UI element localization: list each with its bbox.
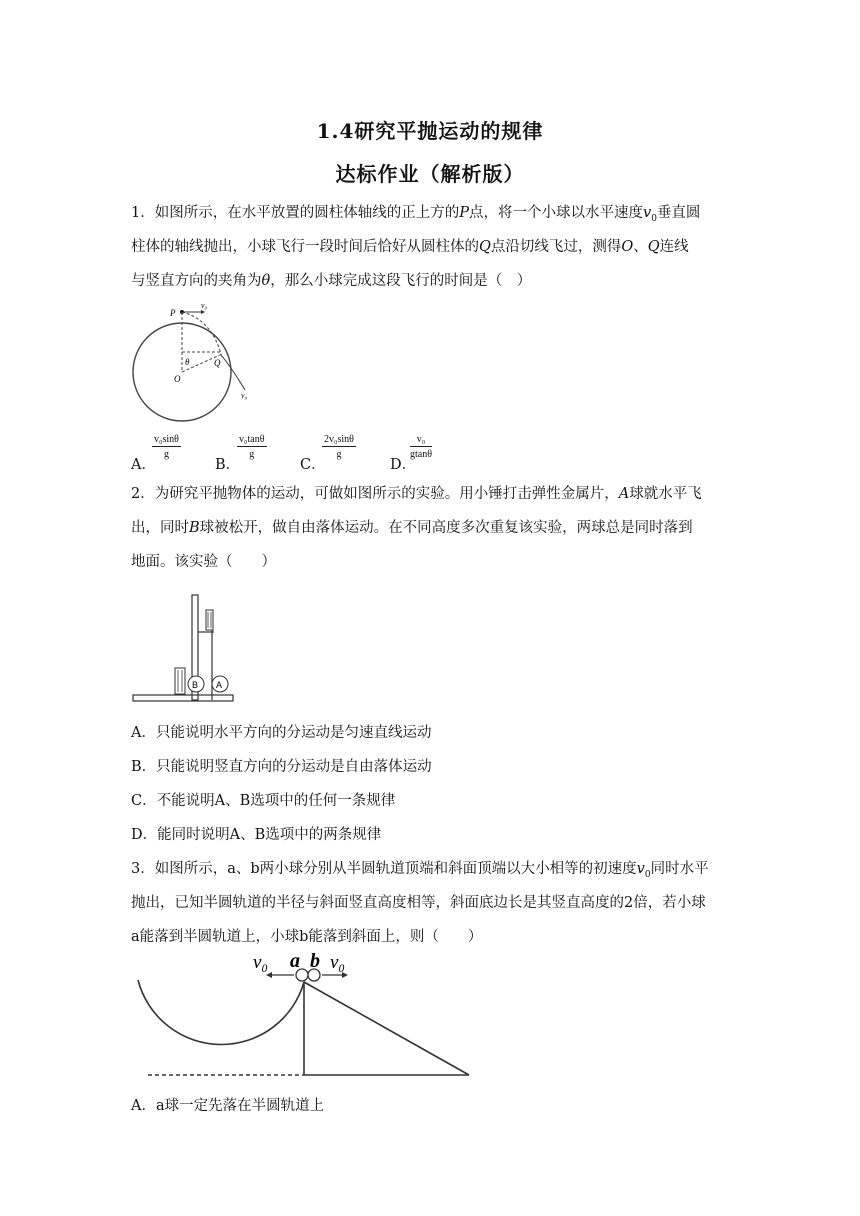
q1-fig-label-theta: θ bbox=[185, 357, 190, 367]
q1-option-a-letter: A． bbox=[131, 457, 156, 473]
q2-line-3: 地面。该实验（ ） bbox=[131, 554, 276, 570]
q3-fig-label-v0-right: v₀ bbox=[330, 952, 346, 973]
q1-option-b-fraction: $\frac{\text{v₀tanθ}}{g}$ bbox=[239, 434, 265, 460]
q2-line-1: 2．为研究平抛物体的运动，可做如图所示的实验。用小锤打击弹性金属片，A球就水平飞 bbox=[131, 486, 702, 502]
q1-option-d-fraction: $\frac{\text{v₀}}{gtan\theta}$ bbox=[410, 434, 433, 460]
q2-option-d: D．能同时说明A、B选项中的两条规律 bbox=[131, 827, 382, 843]
q3-line-2: 抛出，已知半圆轨道的半径与斜面竖直高度相等，斜面底边长是其竖直高度的2倍，若小球 bbox=[131, 895, 706, 911]
q2-option-c: C．不能说明A、B选项中的任何一条规律 bbox=[131, 793, 396, 809]
q2-figure-apparatus bbox=[128, 590, 248, 705]
q3-fig-label-a: a bbox=[290, 950, 300, 972]
q2-line-2: 出，同时B球被松开，做自由落体运动。在不同高度多次重复该实验，两球总是同时落到 bbox=[131, 520, 693, 536]
q1-option-d-letter: D． bbox=[390, 457, 417, 473]
q1-line-1: 1．如图所示，在水平放置的圆柱体轴线的正上方的P点，将一个小球以水平速度$v_0$垂直圆 bbox=[131, 205, 701, 224]
q3-line-3: a能落到半圆轨道上，小球b能落到斜面上，则（ ） bbox=[131, 929, 483, 945]
q1-fig-label-v0-exit: v₀ bbox=[241, 391, 248, 400]
q3-option-a: A．a球一定先落在半圆轨道上 bbox=[131, 1098, 325, 1114]
q1-figure-cylinder bbox=[125, 300, 265, 425]
q3-line-1: 3．如图所示，a、b两小球分别从半圆轨道顶端和斜面顶端以大小相等的初速度$v_0$同时水平 bbox=[131, 861, 709, 880]
q1-line-3: 与竖直方向的夹角为θ，那么小球完成这段飞行的时间是（ ） bbox=[131, 273, 532, 289]
q1-fig-label-q: Q bbox=[214, 358, 221, 368]
q1-fig-label-o: O bbox=[174, 374, 181, 384]
q2-option-a: A．只能说明水平方向的分运动是匀速直线运动 bbox=[131, 725, 432, 741]
q3-fig-label-b: b bbox=[310, 950, 320, 972]
q3-figure-track-slope bbox=[128, 948, 478, 1083]
document-title: 1.4研究平抛运动的规律 bbox=[316, 119, 544, 143]
q2-fig-ball-a: A bbox=[216, 680, 223, 690]
q1-option-a-fraction: $\frac{\text{v₀sinθ}}{g}$ bbox=[154, 434, 179, 460]
q1-fig-label-p: P bbox=[170, 308, 176, 318]
q2-option-b: B．只能说明竖直方向的分运动是自由落体运动 bbox=[131, 759, 432, 775]
q1-line-2: 柱体的轴线抛出，小球飞行一段时间后恰好从圆柱体的Q点沿切线飞过，测得O、Q连线 bbox=[131, 239, 689, 255]
q1-option-c-fraction: $\frac{\text{2v₀sinθ}}{g}$ bbox=[324, 434, 354, 460]
q1-option-c-letter: C． bbox=[300, 457, 326, 473]
q1-option-b-letter: B． bbox=[215, 457, 241, 473]
q2-fig-ball-b: B bbox=[192, 680, 199, 690]
q3-fig-label-v0-left: v₀ bbox=[253, 952, 269, 973]
q1-fig-label-v0: v₀ bbox=[201, 301, 208, 310]
document-subtitle: 达标作业（解析版） bbox=[335, 162, 525, 186]
